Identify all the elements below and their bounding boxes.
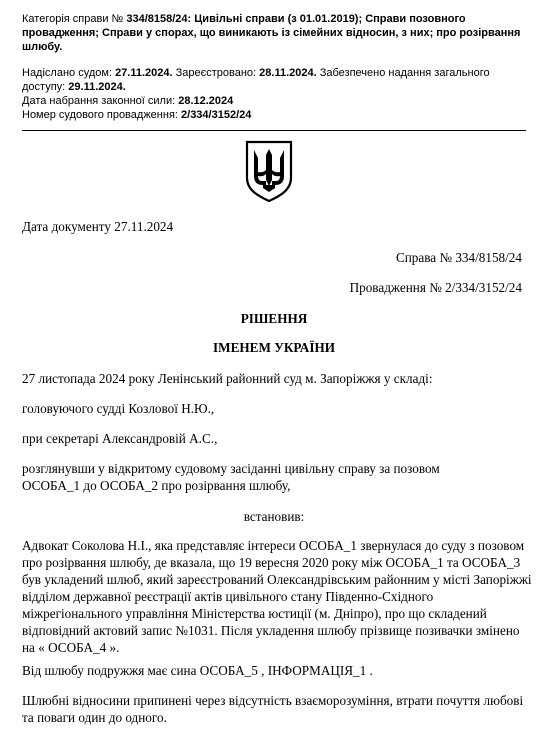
document-date: Дата документу 27.11.2024 (22, 219, 174, 234)
dates-row (22, 66, 526, 94)
case-number: Справа № 334/8158/24 (395, 250, 522, 265)
proceeding-number: 2/334/3152/24 (181, 109, 252, 121)
force-label: Дата набрання законної сили: (22, 95, 179, 107)
court-composition: 27 листопада 2024 року Ленінський районний суд м. Запоріжжя у складі: (22, 371, 433, 386)
proceeding-number-line: Провадження № 2/334/3152/24 (349, 280, 522, 295)
sent-date: 27.11.2024. (115, 67, 173, 79)
sent-label: Надіслано судом: (22, 67, 116, 79)
registered-label: Зареєстровано: (172, 67, 260, 79)
force-date: 28.12.2024 (178, 95, 234, 107)
court-secretary: при секретарі Александровій А.С., (22, 431, 218, 446)
header-divider (22, 130, 526, 131)
document-metadata (22, 12, 526, 122)
legal-force-row (22, 94, 526, 108)
decision-title: РІШЕННЯ (240, 311, 308, 326)
category-value: 334/8158/24: Цивільні справи (з 01.01.2019); Справи позовного провадження; Справи у спорах, що виникають із сімейних відносин, з них; про розірвання шлюбу. (22, 13, 521, 53)
paragraph-claim: Адвокат Соколова Н.І., яка представляє інтереси ОСОБА_1 звернулася до суду з позовом про розірвання шлюбу, де вказала, що 19 вересня 2020 року між ОСОБА_1 та ОСОБА_3 був укладений шлюб, який зареєстрований Олександрівським районним у місті Запоріжжі відділом державної реєстрації актів цивільного стану Південно-Східного міжрегіонального управління Міністерства юстиції (м. Дніпро), про що складений відповідний актовий запис №1031. Після укладення шлюбу прізвище позивачки змінено на « ОСОБА_4 ». (22, 538, 532, 655)
paragraph-relations: Шлюбні відносини припинені через відсутність взаєморозуміння, втрати почуття любові та поваги один до одного. (22, 693, 524, 725)
access-date: 29.11.2024. (68, 81, 126, 93)
presiding-judge: головуючого судді Козлової Н.Ю., (22, 401, 215, 416)
case-category (22, 12, 526, 54)
proceeding-row (22, 108, 526, 122)
established-heading: встановив: (243, 509, 305, 524)
registered-date: 28.11.2024. (259, 67, 317, 79)
proceeding-label: Номер судового провадження: (22, 109, 182, 121)
paragraph-child: Від шлюбу подружжя має сина ОСОБА_5 , ІНФОРМАЦІЯ_1 . (22, 663, 373, 678)
access-label: Забезпечено надання загального доступу: (22, 67, 490, 93)
trident-emblem-icon (244, 140, 294, 202)
category-label: Категорія справи № (22, 13, 127, 25)
decision-subtitle: ІМЕНЕМ УКРАЇНИ (213, 340, 335, 355)
case-consideration: розглянувши у відкритому судовому засіданні цивільну справу за позовом ОСОБА_1 до ОСОБА_2 про розірвання шлюбу, (22, 461, 440, 493)
